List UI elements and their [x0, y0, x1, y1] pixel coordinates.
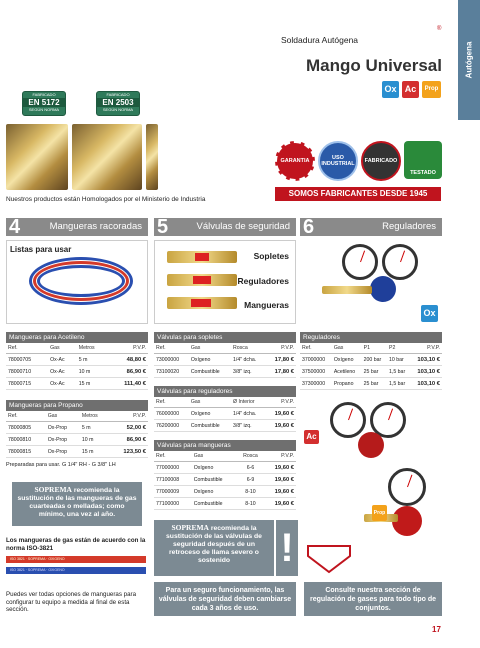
col-header: Metros [77, 343, 108, 354]
col-header: Ø Interior [231, 397, 266, 408]
col-header: P2 [387, 343, 411, 354]
side-tab [458, 0, 480, 120]
table-row [300, 378, 442, 390]
valve-photo-left [6, 124, 68, 190]
cell-price: 19,60 € [266, 408, 296, 420]
seal-testado: TESTADO [404, 141, 442, 179]
connector-mangueras-image [167, 297, 237, 309]
cell-price: 19,60 € [263, 486, 296, 498]
cell-rosca: 3/8" izq. [231, 366, 266, 378]
table-row [154, 486, 296, 498]
cell-diametro: 3/8" izq. [231, 420, 266, 432]
valves-image-box [154, 240, 296, 324]
seal-garantia: GARANTIA [275, 141, 315, 181]
cell-gas: Propano [332, 378, 362, 390]
gauge-left [330, 402, 366, 438]
norm-badge-en2503 [96, 91, 140, 116]
cell-price: 103,10 € [411, 354, 442, 366]
table-row [154, 474, 296, 486]
blue-hose-inner-image [37, 265, 125, 297]
norm-top: FABRICADO [32, 92, 56, 97]
table-row [6, 366, 148, 378]
cell-p1: 25 bar [362, 378, 387, 390]
cell-ref: 76200000 [154, 420, 189, 432]
cell-rosca: 8-10 [237, 486, 263, 498]
badge-ac-regulator: Ac [304, 430, 319, 444]
norm-bottom: SEGÚN NORMA [28, 107, 60, 112]
table-row [6, 446, 148, 458]
cell-ref: 78000805 [6, 422, 46, 434]
registered-mark: ® [437, 26, 442, 32]
cell-gas: Ox-Ac [48, 366, 77, 378]
norm-badge-en5172 [22, 91, 66, 116]
cell-ref: 77100008 [154, 474, 192, 486]
label-mangueras: Mangueras [244, 300, 289, 310]
cell-gas: Combustible [192, 474, 238, 486]
blue-hose-strip: ISO 3821 · SOPREMA · OXIGENO [6, 567, 146, 574]
cell-metros: 10 m [77, 366, 108, 378]
col-header: P.V.P. [109, 411, 148, 422]
callout-text: recomienda la sustitución de las válvulas de seguridad después de un retroceso de llama severo o sostenido [166, 525, 262, 564]
cell-p2: 1,5 bar [387, 366, 411, 378]
section-header-mangueras [6, 218, 148, 236]
cell-gas: Ox-Ac [48, 354, 77, 366]
red-hose-strip: ISO 3821 · SOPREMA · OXIGENO [6, 556, 146, 563]
cell-ref: 78000710 [6, 366, 48, 378]
norm-bottom: SEGÚN NORMA [102, 107, 134, 112]
propane-regulator-image [340, 466, 442, 546]
col-header: Rosca [237, 451, 263, 462]
badge-ox-regulator: Ox [421, 305, 438, 322]
cell-ref: 37000000 [300, 354, 332, 366]
table-title: Válvulas para sopletes [154, 332, 296, 343]
cell-price: 19,60 € [263, 498, 296, 510]
badge-ox: Ox [382, 81, 399, 98]
seal-fabricado: FABRICADO [361, 141, 401, 181]
cell-p1: 25 bar [362, 366, 387, 378]
col-header: Gas [189, 397, 231, 408]
section-header-valvulas [154, 218, 296, 236]
table-valvulas-mangueras [154, 440, 296, 510]
callout-hoses-replacement [12, 482, 142, 526]
col-header: Ref. [154, 397, 189, 408]
norm-code: EN 2503 [97, 98, 139, 107]
page-number: 17 [432, 625, 441, 634]
cell-rosca: 6-9 [237, 474, 263, 486]
callout-brand: SOPREMA [171, 523, 209, 532]
section-number: 6 [303, 216, 315, 238]
regulator-body [358, 432, 384, 458]
col-header: Gas [192, 451, 238, 462]
connector-reguladores-image [167, 274, 237, 286]
cell-ref: 77000000 [154, 462, 192, 474]
cell-price: 52,00 € [109, 422, 148, 434]
cell-price: 48,80 € [108, 354, 148, 366]
table-reguladores [300, 332, 442, 390]
cell-price: 111,40 € [108, 378, 148, 390]
seal-uso-industrial: USO INDUSTRIAL [318, 141, 358, 181]
col-header: P.V.P. [266, 397, 296, 408]
cell-ref: 77000009 [154, 486, 192, 498]
table-row [6, 434, 148, 446]
callout-safety-change: Para un seguro funcionamiento, las válvulas de seguridad deben cambiarse cada 3 años de uso. [154, 582, 296, 616]
col-header: Gas [46, 411, 80, 422]
thread-note: Preparadas para usar. G 1/4" RH - G 3/8" LH [6, 462, 116, 468]
cell-gas: Ox-Prop [46, 422, 80, 434]
gauge [388, 468, 426, 506]
col-header: Ref. [154, 451, 192, 462]
cell-price: 19,60 € [263, 474, 296, 486]
table-row [154, 498, 296, 510]
cell-ref: 77100000 [154, 498, 192, 510]
col-header: Gas [332, 343, 362, 354]
cell-ref: 78000705 [6, 354, 48, 366]
cell-ref: 73000000 [154, 354, 189, 366]
norm-code: EN 5172 [23, 98, 65, 107]
badge-ac: Ac [402, 81, 419, 98]
col-header: Gas [48, 343, 77, 354]
col-header: P.V.P. [263, 451, 296, 462]
col-header: Ref. [154, 343, 189, 354]
col-header: Ref. [6, 343, 48, 354]
col-header: Metros [80, 411, 109, 422]
section-title: Soldadura Autógena [281, 35, 359, 45]
cell-price: 103,10 € [411, 366, 442, 378]
cell-ref: 73100020 [154, 366, 189, 378]
col-header: P.V.P. [266, 343, 296, 354]
col-header: P.V.P. [411, 343, 442, 354]
cell-metros: 5 m [77, 354, 108, 366]
cell-price: 17,80 € [266, 354, 296, 366]
cell-metros: 15 m [80, 446, 109, 458]
table-mangueras-propano [6, 400, 148, 458]
exclamation-icon: ! [276, 520, 298, 576]
label-sopletes: Sopletes [253, 251, 289, 261]
cell-rosca: 6-6 [237, 462, 263, 474]
cell-metros: 10 m [80, 434, 109, 446]
cell-gas: Oxígeno [332, 354, 362, 366]
cell-ref: 37500000 [300, 366, 332, 378]
cell-metros: 15 m [77, 378, 108, 390]
table-title: Reguladores [300, 332, 442, 343]
cell-gas: Oxígeno [192, 486, 238, 498]
product-title: Mango Universal [305, 56, 442, 75]
regulator-inlet [322, 286, 372, 294]
slogan-banner: SOMOS FABRICANTES DESDE 1945 [275, 187, 441, 201]
cell-ref: 37300000 [300, 378, 332, 390]
col-header: P1 [362, 343, 387, 354]
cell-ref: 76000000 [154, 408, 189, 420]
cell-price: 86,90 € [108, 366, 148, 378]
cell-price: 19,60 € [263, 462, 296, 474]
cell-price: 86,90 € [109, 434, 148, 446]
cell-price: 19,60 € [266, 420, 296, 432]
cell-gas: Ox-Prop [46, 446, 80, 458]
table-row [154, 462, 296, 474]
cell-p1: 200 bar [362, 354, 387, 366]
cell-price: 17,80 € [266, 366, 296, 378]
section-label: Mangueras racoradas [49, 221, 142, 232]
cell-ref: 78000715 [6, 378, 48, 390]
table-valvulas-reguladores [154, 386, 296, 432]
section-number: 5 [157, 216, 169, 238]
badge-prop: Prop [422, 81, 441, 98]
table-row [6, 422, 148, 434]
cell-metros: 5 m [80, 422, 109, 434]
col-header: Gas [189, 343, 231, 354]
col-header: Ref. [300, 343, 332, 354]
cell-ref: 78000810 [6, 434, 46, 446]
table-row [300, 354, 442, 366]
table-row [6, 354, 148, 366]
table-title: Mangueras para Acetileno [6, 332, 148, 343]
cell-gas: Oxígeno [189, 408, 231, 420]
table-row [154, 420, 296, 432]
table-mangueras-acetileno [6, 332, 148, 390]
cell-gas: Oxígeno [192, 462, 238, 474]
col-header: Rosca [231, 343, 266, 354]
cell-rosca: 1/4" dcha. [231, 354, 266, 366]
callout-brand: SOPREMA [34, 485, 72, 494]
cell-price: 103,10 € [411, 378, 442, 390]
section-header-reguladores [300, 218, 442, 236]
side-tab-label: Autógena [464, 41, 474, 79]
cell-diametro: 1/4" dcha. [231, 408, 266, 420]
cell-gas: Combustible [189, 366, 231, 378]
connector-sopletes-image [167, 251, 237, 263]
gauge-right [382, 244, 418, 280]
table-row [154, 408, 296, 420]
table-title: Válvulas para reguladores [154, 386, 296, 397]
callout-valves-replacement [154, 520, 274, 576]
section-label: Válvulas de seguridad [196, 221, 290, 232]
cell-gas: Ox-Prop [46, 434, 80, 446]
cell-gas: Ox-Ac [48, 378, 77, 390]
regulator-body [370, 276, 396, 302]
table-row [154, 354, 296, 366]
cell-p2: 10 bar [387, 354, 411, 366]
valve-photo-mid [72, 124, 142, 190]
photo-caption: Nuestros productos están Homologados por el Ministerio de Industria [6, 196, 206, 203]
table-row [6, 378, 148, 390]
table-valvulas-sopletes [154, 332, 296, 378]
section-number: 4 [9, 216, 21, 238]
section-label: Reguladores [382, 221, 436, 232]
down-arrow-icon [304, 544, 354, 574]
col-header: P.V.P. [108, 343, 148, 354]
cell-gas: Combustible [189, 420, 231, 432]
table-title: Válvulas para mangueras [154, 440, 296, 451]
list-title: Listas para usar [10, 245, 72, 254]
label-reguladores: Reguladores [237, 276, 289, 286]
cell-rosca: 8-10 [237, 498, 263, 510]
cell-price: 123,50 € [109, 446, 148, 458]
hose-options-text: Puedes ver todas opciones de mangueras para configurar tu equipo a medida al final de esta sección. [6, 591, 137, 613]
acetylene-regulator-image [306, 398, 442, 460]
table-row [300, 366, 442, 378]
badge-prop-regulator: Prop [372, 505, 387, 521]
cell-gas: Combustible [192, 498, 238, 510]
cell-p2: 1,5 bar [387, 378, 411, 390]
callout-regulators: Consulte nuestra sección de regulación de gases para todo tipo de conjuntos. [304, 582, 442, 616]
col-header: Ref. [6, 411, 46, 422]
table-row [154, 366, 296, 378]
callout-text: recomienda la sustitución de las mangueras de gas cuarteadas o melladas; como mínimo, una vez al año. [17, 487, 137, 518]
valve-photo-right [146, 124, 158, 190]
table-title: Mangueras para Propano [6, 400, 148, 411]
cell-gas: Oxígeno [189, 354, 231, 366]
gauge-left [342, 244, 378, 280]
cell-gas: Acetileno [332, 366, 362, 378]
norm-top: FABRICADO [106, 92, 130, 97]
hoses-norm-text: Los mangueras de gas están de acuerdo con la norma ISO-3821 [6, 537, 146, 552]
cell-ref: 78000815 [6, 446, 46, 458]
